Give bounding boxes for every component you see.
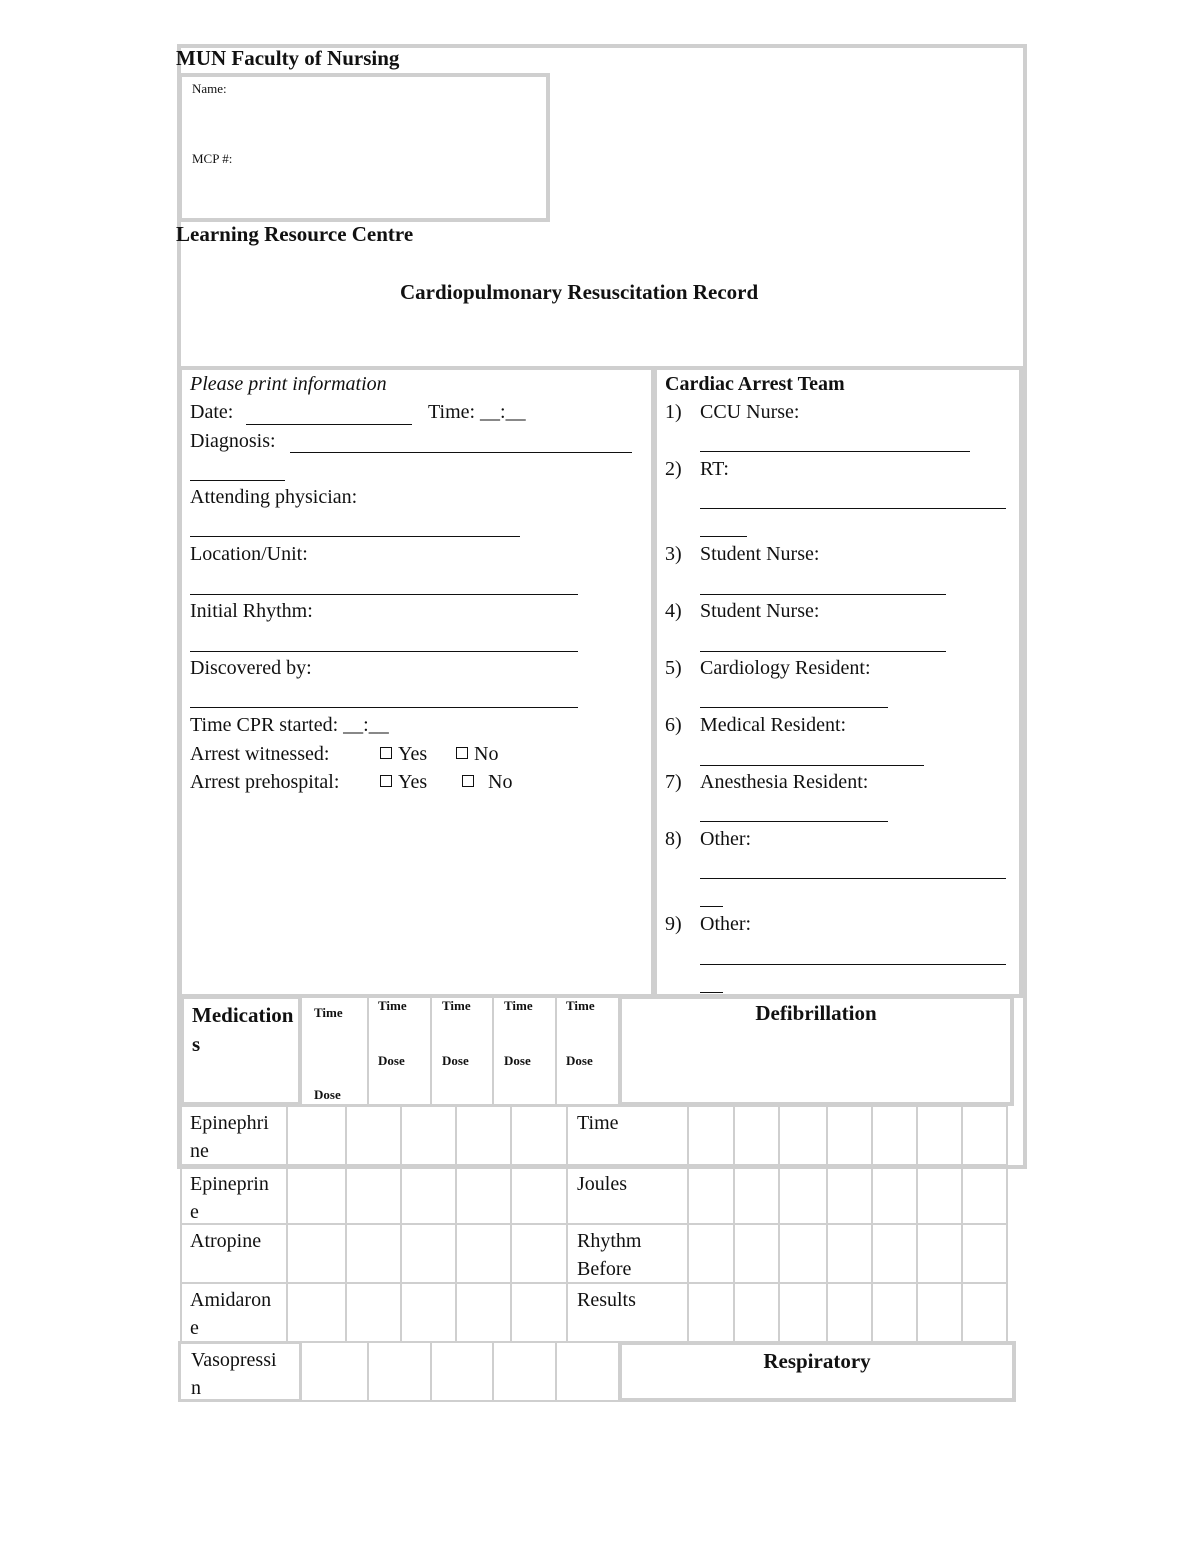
defibrillation-entry-cell[interactable] <box>871 1223 918 1284</box>
team-num: 2) <box>665 458 682 480</box>
medication-entry-cell[interactable] <box>492 1341 557 1402</box>
medication-entry-cell[interactable] <box>300 1341 369 1402</box>
med-time-header <box>430 995 494 1106</box>
defibrillation-entry-cell[interactable] <box>826 1105 873 1166</box>
med-name-cell <box>180 1164 288 1225</box>
team-num: 7) <box>665 771 682 793</box>
team-name-field-continued[interactable] <box>700 536 747 537</box>
medication-entry-cell[interactable] <box>400 1223 457 1284</box>
medication-entry-cell[interactable] <box>400 1282 457 1343</box>
dose-header-label: Dose <box>314 1087 341 1102</box>
medication-entry-cell[interactable] <box>345 1105 402 1166</box>
med-name-cell <box>180 1223 288 1284</box>
team-name-field[interactable] <box>700 508 1006 509</box>
team-name-field[interactable] <box>700 878 1006 879</box>
med-name: Epineprine <box>190 1173 269 1223</box>
witnessed-label: Arrest witnessed: <box>190 743 330 765</box>
team-role: Other: <box>700 913 752 935</box>
team-role: RT: <box>700 458 729 480</box>
medication-entry-cell[interactable] <box>510 1223 568 1284</box>
team-num: 9) <box>665 913 682 935</box>
medications-header-cell <box>180 995 302 1106</box>
medication-entry-cell[interactable] <box>510 1164 568 1225</box>
defibrillation-entry-cell[interactable] <box>826 1282 873 1343</box>
team-role: Cardiology Resident: <box>700 657 871 679</box>
medication-entry-cell[interactable] <box>455 1282 512 1343</box>
time-header-label: Time <box>378 998 407 1013</box>
defibrillation-header-cell <box>618 995 1014 1106</box>
cpr-start-label: Time CPR started: __:__ <box>190 714 389 736</box>
defib-label: Time <box>577 1112 619 1134</box>
defib-label-cell <box>566 1223 689 1284</box>
medication-entry-cell[interactable] <box>400 1164 457 1225</box>
medication-entry-cell[interactable] <box>345 1282 402 1343</box>
medication-entry-cell[interactable] <box>510 1105 568 1166</box>
team-num: 4) <box>665 600 682 622</box>
defibrillation-entry-cell[interactable] <box>733 1223 780 1284</box>
med-name-cell <box>180 1282 288 1343</box>
patient-id-box[interactable] <box>178 73 550 222</box>
medication-entry-cell[interactable] <box>367 1341 432 1402</box>
team-name-field[interactable] <box>700 651 946 652</box>
med-time-header <box>555 995 620 1106</box>
time-header-label: Time <box>566 998 595 1013</box>
med-name: Amidarone <box>190 1289 272 1339</box>
witnessed-no-checkbox[interactable]: No <box>456 740 498 768</box>
med-name: Vasopressin <box>191 1349 277 1399</box>
medication-entry-cell[interactable] <box>510 1282 568 1343</box>
defib-label: Rhythm Before <box>577 1230 642 1280</box>
team-num: 3) <box>665 543 682 565</box>
defibrillation-entry-cell[interactable] <box>733 1105 780 1166</box>
respiratory-header-cell <box>618 1341 1016 1402</box>
defibrillation-entry-cell[interactable] <box>733 1282 780 1343</box>
team-num: 1) <box>665 401 682 423</box>
location-field[interactable] <box>190 594 578 595</box>
med-name: Atropine <box>190 1230 262 1252</box>
time-label: Time: __:__ <box>428 401 526 423</box>
team-role: Anesthesia Resident: <box>700 771 869 793</box>
checkbox-icon <box>380 775 392 787</box>
medication-entry-cell[interactable] <box>286 1105 347 1166</box>
rhythm-field[interactable] <box>190 651 578 652</box>
respiratory-title: Respiratory <box>763 1349 871 1373</box>
team-role: Medical Resident: <box>700 714 847 736</box>
defibrillation-entry-cell[interactable] <box>961 1105 1008 1166</box>
checkbox-icon <box>456 747 468 759</box>
medication-entry-cell[interactable] <box>345 1223 402 1284</box>
defibrillation-entry-cell[interactable] <box>687 1223 735 1284</box>
defibrillation-entry-cell[interactable] <box>826 1164 873 1225</box>
defib-label-cell <box>566 1282 689 1343</box>
team-role: Student Nurse: <box>700 543 820 565</box>
prehospital-label: Arrest prehospital: <box>190 771 340 793</box>
prehospital-yes-checkbox[interactable]: Yes <box>380 768 427 796</box>
team-name-field[interactable] <box>700 964 1006 965</box>
medication-entry-cell[interactable] <box>345 1164 402 1225</box>
defibrillation-entry-cell[interactable] <box>733 1164 780 1225</box>
attending-field[interactable] <box>190 536 520 537</box>
defibrillation-entry-cell[interactable] <box>687 1105 735 1166</box>
faculty-title: MUN Faculty of Nursing <box>176 46 400 70</box>
attending-label: Attending physician: <box>190 486 358 508</box>
defibrillation-entry-cell[interactable] <box>778 1105 828 1166</box>
defibrillation-entry-cell[interactable] <box>871 1105 918 1166</box>
medication-entry-cell[interactable] <box>430 1341 494 1402</box>
defibrillation-entry-cell[interactable] <box>961 1164 1008 1225</box>
print-instruction: Please print information <box>190 373 387 395</box>
checkbox-icon <box>462 775 474 787</box>
med-name: Epinephrine <box>190 1112 269 1162</box>
medication-entry-cell[interactable] <box>455 1223 512 1284</box>
time-header-label: Time <box>314 1005 343 1020</box>
defibrillation-entry-cell[interactable] <box>687 1282 735 1343</box>
team-name-field-continued[interactable] <box>700 992 723 993</box>
centre-title: Learning Resource Centre <box>176 222 414 246</box>
defib-label: Joules <box>577 1173 627 1195</box>
medication-entry-cell[interactable] <box>455 1105 512 1166</box>
defibrillation-entry-cell[interactable] <box>778 1164 828 1225</box>
checkbox-icon <box>380 747 392 759</box>
defib-label-cell <box>566 1164 689 1225</box>
time-header-label: Time <box>504 998 533 1013</box>
medication-entry-cell[interactable] <box>286 1164 347 1225</box>
team-num: 5) <box>665 657 682 679</box>
team-name-field[interactable] <box>700 594 946 595</box>
medication-entry-cell[interactable] <box>400 1105 457 1166</box>
medication-entry-cell[interactable] <box>286 1282 347 1343</box>
team-num: 6) <box>665 714 682 736</box>
defibrillation-entry-cell[interactable] <box>916 1164 963 1225</box>
med-time-header <box>367 995 432 1106</box>
defibrillation-entry-cell[interactable] <box>961 1223 1008 1284</box>
medication-entry-cell[interactable] <box>555 1341 620 1402</box>
defibrillation-title: Defibrillation <box>755 1001 877 1025</box>
dose-header-label: Dose <box>442 1053 469 1068</box>
record-title: Cardiopulmonary Resuscitation Record <box>400 280 759 304</box>
time-header-label: Time <box>442 998 471 1013</box>
diagnosis-field-continued[interactable] <box>190 480 285 481</box>
team-name-field[interactable] <box>700 451 970 452</box>
defibrillation-entry-cell[interactable] <box>826 1223 873 1284</box>
dose-header-label: Dose <box>504 1053 531 1068</box>
medication-entry-cell[interactable] <box>286 1223 347 1284</box>
med-name-cell <box>180 1105 288 1166</box>
defibrillation-entry-cell[interactable] <box>778 1282 828 1343</box>
med-time-header <box>492 995 557 1106</box>
dose-header-label: Dose <box>378 1053 405 1068</box>
defib-label-cell <box>566 1105 689 1166</box>
name-label: Name: <box>192 81 227 96</box>
diagnosis-label: Diagnosis: <box>190 430 276 452</box>
date-label: Date: <box>190 401 234 423</box>
date-field[interactable] <box>246 424 412 425</box>
location-label: Location/Unit: <box>190 543 308 565</box>
medications-header: Medications <box>192 1003 294 1056</box>
team-title: Cardiac Arrest Team <box>665 373 845 395</box>
discovered-label: Discovered by: <box>190 657 312 679</box>
diagnosis-field[interactable] <box>290 452 632 453</box>
rhythm-label: Initial Rhythm: <box>190 600 313 622</box>
team-role: Other: <box>700 828 752 850</box>
team-name-field[interactable] <box>700 765 924 766</box>
defibrillation-entry-cell[interactable] <box>916 1105 963 1166</box>
discovered-field[interactable] <box>190 707 578 708</box>
team-name-field-continued[interactable] <box>700 906 723 907</box>
med-time-header <box>300 995 369 1106</box>
team-role: CCU Nurse: <box>700 401 800 423</box>
defibrillation-entry-cell[interactable] <box>916 1282 963 1343</box>
team-name-field[interactable] <box>700 821 888 822</box>
defib-label: Results <box>577 1289 636 1311</box>
prehospital-no-checkbox[interactable]: No <box>462 768 512 796</box>
defibrillation-entry-cell[interactable] <box>871 1164 918 1225</box>
team-role: Student Nurse: <box>700 600 820 622</box>
med-name-cell <box>178 1341 302 1402</box>
defibrillation-entry-cell[interactable] <box>916 1223 963 1284</box>
defibrillation-entry-cell[interactable] <box>871 1282 918 1343</box>
medication-entry-cell[interactable] <box>455 1164 512 1225</box>
team-num: 8) <box>665 828 682 850</box>
info-panel <box>178 366 655 998</box>
defibrillation-entry-cell[interactable] <box>687 1164 735 1225</box>
mcp-label: MCP #: <box>192 151 233 166</box>
defibrillation-entry-cell[interactable] <box>778 1223 828 1284</box>
defibrillation-entry-cell[interactable] <box>961 1282 1008 1343</box>
dose-header-label: Dose <box>566 1053 593 1068</box>
witnessed-yes-checkbox[interactable]: Yes <box>380 740 427 768</box>
team-name-field[interactable] <box>700 707 888 708</box>
